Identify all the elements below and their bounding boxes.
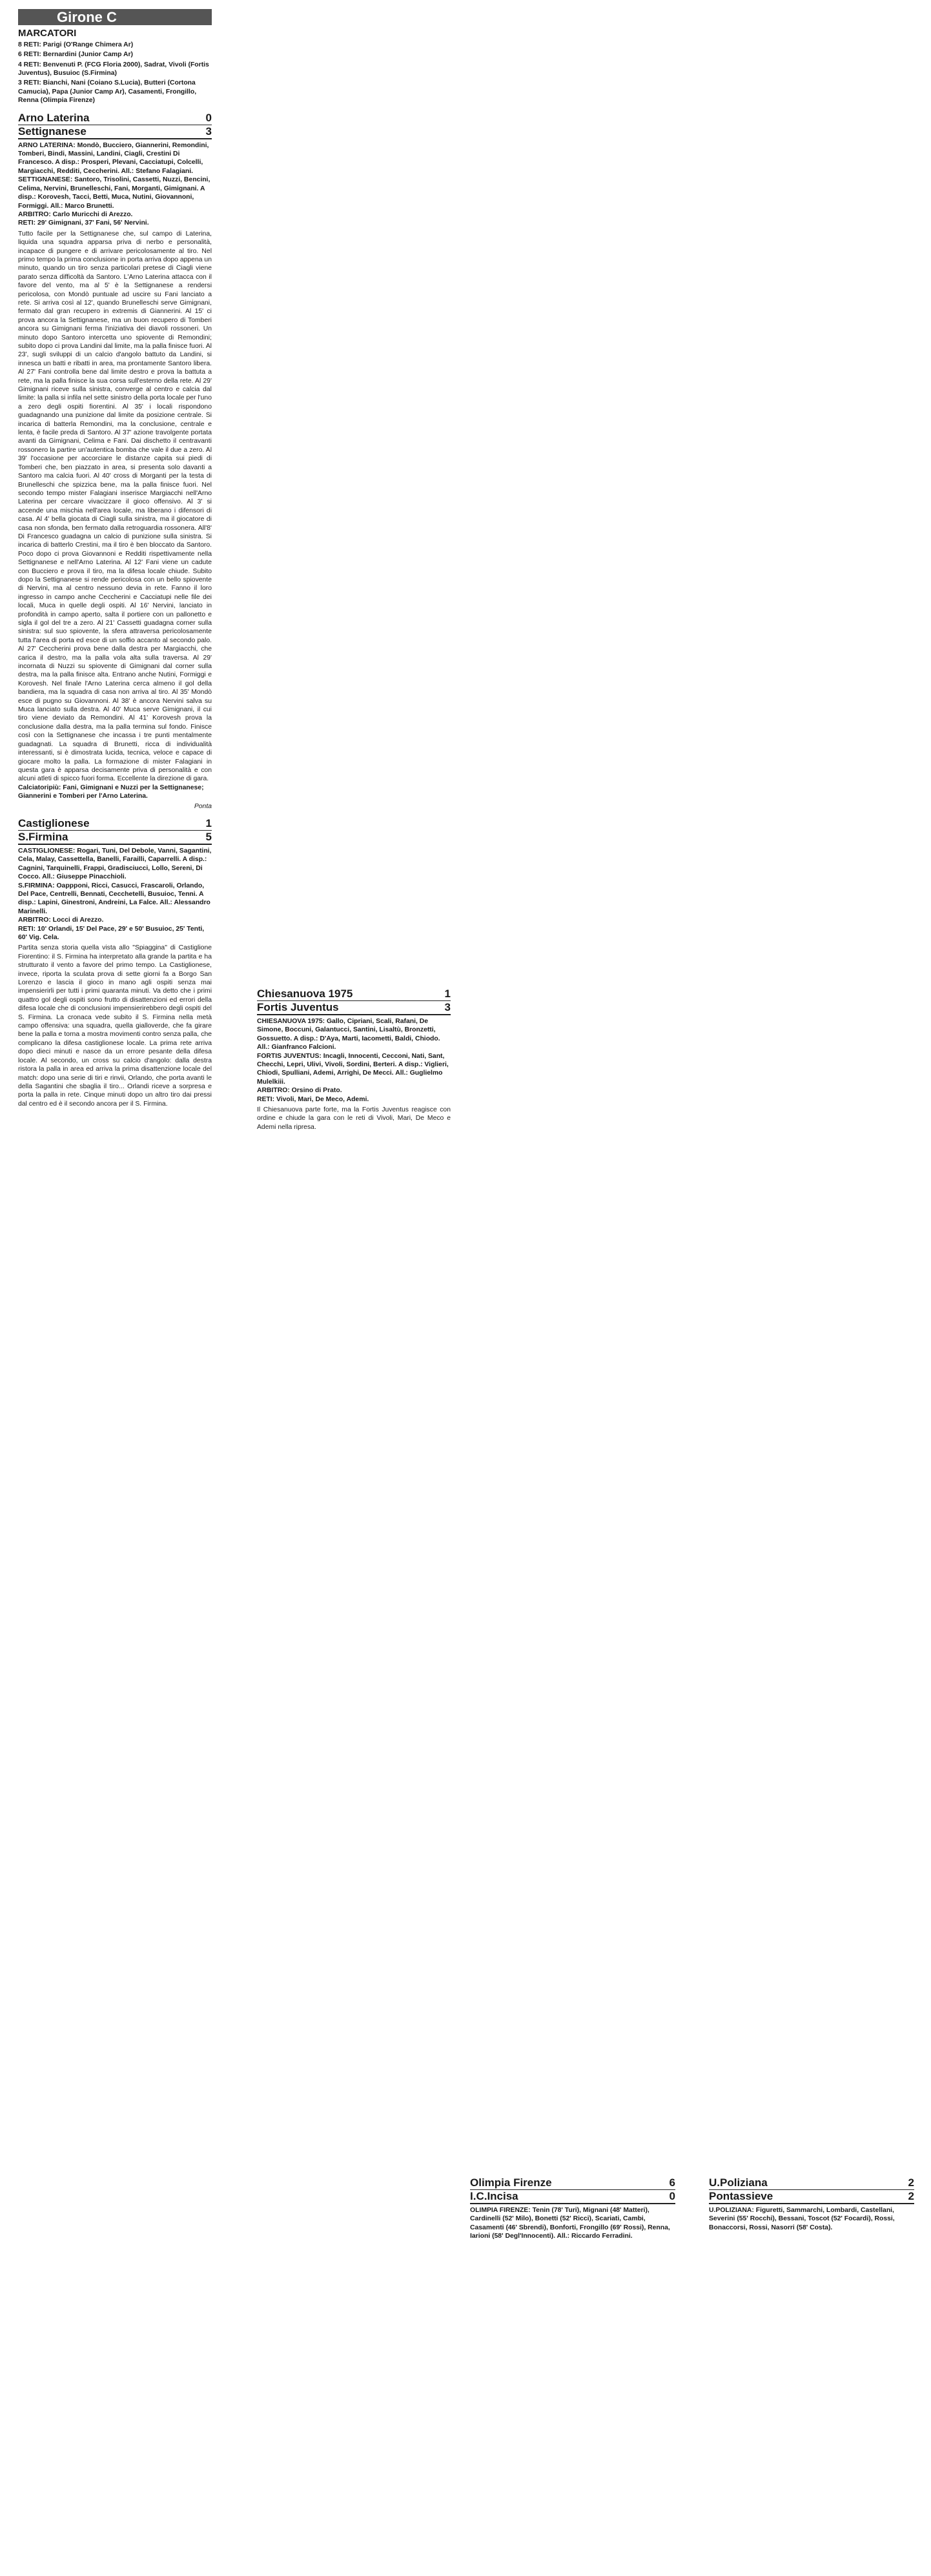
home-score: 2: [908, 2176, 914, 2189]
home-team: Chiesanuova 1975: [257, 988, 353, 1000]
goals: RETI: 10' Orlandi, 15' Del Pace, 29' e 50' Busuioc, 25' Tenti, 60' Vig. Cela.: [18, 925, 205, 941]
referee: ARBITRO: Carlo Muricchi di Arezzo.: [18, 210, 133, 218]
match-arno-settignanese: [18, 112, 212, 811]
group-banner: Girone C: [18, 9, 212, 25]
goals: RETI: Vivoli, Mari, De Meco, Ademi.: [257, 1095, 369, 1103]
match-poliziana-pontassieve: [709, 2176, 914, 2232]
match-report: Il Chiesanuova parte forte, ma la Fortis Juventus reagisce con ordine e chiude la gara con le reti di Vivoli, Mari, De Meco e Ademi nella ripresa.: [257, 1106, 451, 1131]
lineup-home: ARNO LATERINA: Mondò, Bucciero, Giannerini, Remondini, Tomberi, Bindi, Massini, Landini, Ciagli, Crestini Di Francesco. A disp.: Prosperi, Plevani, Cacciatupi, Colcelli, Margiacchi, Redditi, Ceccherini. All.: Stefano Falagiani.: [18, 141, 209, 175]
away-score: 5: [205, 830, 212, 843]
match-castiglionese-sfirmina: [18, 817, 212, 1108]
match-header: [709, 2176, 914, 2204]
scorer-line: 3 RETI: Bianchi, Nani (Coiano S.Lucia), Butteri (Cortona Camucia), Papa (Junior Camp Ar), Casamenti, Frongillo, Renna (Olimpia Firenze): [18, 79, 197, 105]
lineup-home: OLIMPIA FIRENZE: Tenin (78' Turi), Mignani (48' Matteri), Cardinelli (52' Milo), Bonetti (52' Ricci), Scariati, Cambi, Casamenti (46' Sbrendi), Bonforti, Frongillo (69' Rossi), Renna, Iarioni (58' Degl'Innocenti). All.: Riccardo Ferradini.: [470, 2207, 670, 2240]
home-score: 0: [205, 111, 212, 124]
away-score: 3: [444, 1001, 451, 1013]
match-olimpia-incisa: [470, 2176, 675, 2241]
referee: ARBITRO: Locci di Arezzo.: [18, 917, 104, 924]
match-chiesanuova-fortis: [257, 988, 451, 1131]
home-team: Olimpia Firenze: [470, 2176, 552, 2189]
away-team: Pontassieve: [709, 2190, 773, 2202]
match-header: [18, 817, 212, 845]
column-3: [470, 2170, 675, 2241]
lineup-away: S.FIRMINA: Oappponi, Ricci, Casucci, Frascaroli, Orlando, Del Pace, Centrelli, Bennati, Cecchetelli, Busuioc, Tenni. A disp.: Lapini, Ginestroni, Andreini, La Falce. All.: Alessandro Marinelli.: [18, 882, 210, 915]
scorer-line: 6 RETI: Bernardini (Junior Camp Ar): [18, 51, 134, 59]
match-header: [470, 2176, 675, 2204]
scorer-line: 8 RETI: Parigi (O'Range Chimera Ar): [18, 41, 134, 48]
home-score: 1: [205, 816, 212, 829]
scorer-line: 4 RETI: Benvenuti P. (FCG Floria 2000), Sadrat, Vivoli (Fortis Juventus), Busuioc (S.Firmina): [18, 61, 209, 77]
scorers-section: [18, 29, 212, 105]
column-4: [709, 2170, 914, 2232]
column-1: [18, 9, 212, 1108]
match-header: [257, 988, 451, 1015]
match-header: [18, 112, 212, 139]
author-signature: Ponta: [194, 802, 212, 810]
away-team: I.C.Incisa: [470, 2190, 518, 2202]
lineup-home: CASTIGLIONESE: Rogari, Tuni, Del Debole, Vanni, Sagantini, Cela, Malay, Cassettella, Banelli, Farailli, Caparrelli. A disp.: Cagnini, Tarquinelli, Frappi, Gradisciucci, Lollo, Sereni, Di Cocco. All.: Giuseppe Pinacchioli.: [18, 847, 212, 881]
home-team: Arno Laterina: [18, 111, 90, 124]
away-team: Fortis Juventus: [257, 1001, 339, 1013]
lineup-away: SETTIGNANESE: Santoro, Trisolini, Cassetti, Nuzzi, Bencini, Celima, Nervini, Brunelleschi, Fani, Morganti, Gimignani. A disp.: Korovesh, Tacci, Betti, Muca, Nutini, Giovannoni, Formiggi. All.: Marco Brunetti.: [18, 176, 210, 210]
lineup-home: U.POLIZIANA: Figuretti, Sammarchi, Lombardi, Castellani, Severini (55' Rocchi), Bessani, Toscot (52' Focardi), Rossi, Bonaccorsi, Rossi, Nasorri (58' Costa).: [709, 2207, 895, 2231]
match-report: Tutto facile per la Settignanese che, sul campo di Laterina, liquida una squadra apparsa priva di nerbo e personalità, incapace di pungere e di arrivare pericolosamente al tiro. Nel primo tempo la prima conclusione in porta arriva dopo appena un minuto, quando un tiro senza particolari pretese di Ciagli viene parato senza difficoltà da Santoro. L'Arno Laterina attacca con il favore del vento, ma al 5' è la Settignanese a rendersi pericolosa, con Mondò puntuale ad uscire su Fani lanciato a rete. Si arriva così al 12', quando Brunelleschi serve Gimignani, fermato dal gran recupero in extremis di Giannerini. Al 15' ci prova ancora la Settignanese, ma un buon recupero di Tomberi ancora su Gimignani ferma l'iniziativa dei diavoli rossoneri. Un minuto dopo Santoro intercetta uno spiovente di Remondini; subito dopo ci prova Landini dal limite, ma la palla finisce fuori. Al 23', sugli sviluppi di un calcio d'angolo battuto da Landini, si innesca un batti e ribatti in area, ma prontamente Santoro libera. Al 27' Fani controlla bene dal limite destro e prova la battuta a rete, ma la palla finisce la sua corsa sull'esterno della rete. Al 29' Gimignani riceve sulla sinistra, converge al centro e calcia dal limite: la palla si infila nel sette sinistro della porta locale per l'uno a zero degli ospiti fiorentini. Al 35' i locali rispondono guadagnando una punizione dal limite da posizione centrale. Si incarica di batterla Remondini, ma la conclusione, centrale e lenta, è facile preda di Santoro. Al 37' azione travolgente portata avanti da Gimignani, Celima e Fani. Dai dischetto il centravanti rossonero la partire un'autentica bomba che vale il due a zero. Al 39' l'occasione per accorciare le distanze capita sui piedi di Tomberi che, ben piazzato in area, si presenta solo davanti a Santoro ma calcia fuori. Al 40' cross di Morganti per la testa di Brunelleschi che spizzica bene, ma la palla finisce fuori. Nel secondo tempo mister Falagiani inserisce Margiacchi nell'Arno Laterina per cercare vivacizzare il gioco offensivo. Al 3' si accende una mischia nell'area locale, ma liberano i difensori di casa. Al 4' bella giocata di Ciagli sulla sinistra, ma il giocatore di casa non sfonda, ben fermato dalla retroguardia rossonera. All'8' Di Francesco guadagna un calcio di punizione sulla sinistra. Si incarica di batterlo Crestini, ma il tiro è ben bloccato da Santoro. Poco dopo ci prova Giovannoni e Redditi rispettivamente nella Settignanese e nell'Arno Laterina. Al 12' Fani viene un cadute con Bucciero e prova il tiro, ma la difesa locale chiude. Subito dopo la Settignanese si rende pericolosa con un bello spiovente di Nervini, ma al centro nessuno devia in rete. Fanno il loro ingresso in campo anche Ceccherini e Cacciatupi nelle file dei locali, Muca in quelle degli ospiti. Al 16' Nervini, lanciato in profondità in campo aperto, salta il portiere con un pallonetto e sigla il gol del tre a zero. Al 21' Cassetti guadagna corner sulla sinistra: sul suo spiovente, la sfera attraversa pericolosamente tutta l'area di porta ed esce di un soffio accanto al secondo palo. Al 27' Ceccherini prova bene dalla destra per Margiacchi, che carica il destro, ma la palla vola alta sulla traversa. Al 29' incornata di Nuzzi su spiovente di Gimignani dal corner sulla destra, ma la palla finisce alta. Entrano anche Nutini, Formiggi e Korovesh. Nel finale l'Arno Laterina cerca almeno il gol della bandiera, ma la squadra di casa non arriva al tiro. Al 35' Mondò esce di pugno su Giovannoni. Al 38' è ancora Nervini salva su Muca lanciato sulla destra. Al 40' Muca serve Gimignani, il cui tiro viene deviato da Remondini. Al 41' Korovesh prova la conclusione dalla destra, ma la palla termina sul fondo. Finisce così con la Settignanese che incassa i tre punti mentalmente guadagnati. La squadra di Brunetti, ricca di individualità interessanti, si è dimostrata lucida, tecnica, veloce e capace di giocare molto la palla. La formazione di mister Falagiani in questa gara è apparsa decisamente priva di personalità e con alcuni atleti di spicco fuori forma. Eccellente la direzione di gara.: [18, 230, 212, 783]
away-team: Settignanese: [18, 125, 87, 137]
away-score: 2: [908, 2190, 914, 2202]
home-score: 1: [444, 988, 451, 1000]
match-report: Partita senza storia quella vista allo "Spiaggina" di Castiglione Fiorentino: il S. Firmina ha interpretato alla grande la partita e ha strutturato il vento a favore del primo tempo. La Castiglionese, invece, riporta la sculata prova di sette giorni fa a Borgo San Lorenzo e lascia il gioco in mano agli ospiti senza mai impensierirli per tutti i primi quaranta minuti. Va detto che i primi quattro gol degli ospiti sono frutto di disattenzioni ed errori della difesa locale che di conclusioni impensierirebbero degli ospiti del S. Firmina. La cronaca vede subito il S. Firmina nella metà campo offensiva: una squadra, quella gialloverde, che fa girare bene la palla e torna a mostra movimenti contro senza palla, che complicano la difesa castiglionese locale. La prima rete arriva dopo dieci minuti e nasce da un errore pesante della difesa locale. Al secondo, un cross su calcio d'angolo: dalla destra ristora la palla in area ed arriva la prima disattenzione locale del match: dopo una serie di tiri e rinvii, Orlando, che porta avanti le della Sagantini che sbaglia il tiro... Orlandi riceve a sorpresa e porta la palla in rete. Cinque minuti dopo un altro tiro dai pressi dal centro ed è il secondo ancora per il S. Firmina.: [18, 944, 212, 1108]
away-score: 0: [669, 2190, 675, 2202]
goals: RETI: 29' Gimignani, 37' Fani, 56' Nervini.: [18, 219, 149, 227]
lineup-away: FORTIS JUVENTUS: Incagli, Innocenti, Cecconi, Nati, Sant, Checchi, Lepri, Ulivi, Vivoli, Sordini, Berteri. A disp.: Viglieri, Chiodi, Spulliani, Ademi, Arrighi, De Mecci. All.: Guglielmo Mulelkiii.: [257, 1052, 449, 1086]
scorers-title: MARCATORI: [18, 28, 77, 39]
lineup-home: CHIESANUOVA 1975: Gallo, Cipriani, Scali, Rafani, De Simone, Boccuni, Galantucci, Santini, Lisaltù, Bronzetti, Gossuetto. A disp.: D'Aya, Marti, Iacometti, Baldi, Chiodo. All.: Gianfranco Falcioni.: [257, 1018, 440, 1051]
home-team: Castiglionese: [18, 816, 90, 829]
column-2: [257, 981, 451, 1131]
away-score: 3: [205, 125, 212, 137]
home-team: U.Poliziana: [709, 2176, 768, 2189]
ratings: Calciatoripiù: Fani, Gimignani e Nuzzi per la Settignanese; Giannerini e Tomberi per l'Arno Laterina.: [18, 784, 204, 800]
away-team: S.Firmina: [18, 830, 68, 843]
referee: ARBITRO: Orsino di Prato.: [257, 1087, 342, 1095]
home-score: 6: [669, 2176, 675, 2189]
